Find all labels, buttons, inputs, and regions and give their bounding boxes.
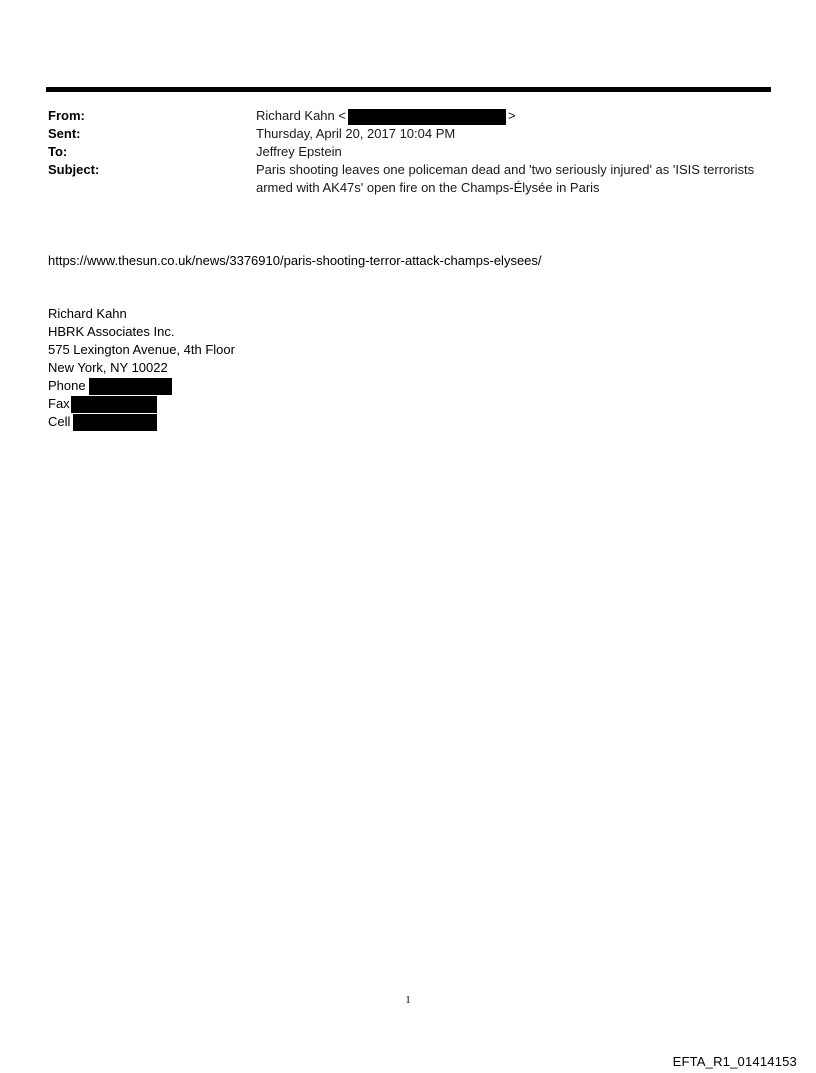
sent-value: Thursday, April 20, 2017 10:04 PM xyxy=(256,126,456,141)
redacted-phone xyxy=(89,378,172,395)
fax-label: Fax xyxy=(48,396,70,411)
sent-label: Sent: xyxy=(48,126,81,141)
subject-row xyxy=(48,161,773,197)
article-link[interactable]: https://www.thesun.co.uk/news/3376910/paris-shooting-terror-attack-champs-elysees/ xyxy=(48,253,542,268)
document-id: EFTA_R1_01414153 xyxy=(672,1054,797,1069)
sent-row xyxy=(48,125,773,143)
sig-address-2: New York, NY 10022 xyxy=(48,360,168,375)
sig-company: HBRK Associates Inc. xyxy=(48,324,175,339)
page-number: 1 xyxy=(405,994,411,1006)
from-label: From: xyxy=(48,108,85,123)
sig-fax xyxy=(48,395,235,413)
redacted-cell xyxy=(73,414,157,431)
from-suffix: > xyxy=(507,108,516,123)
from-name: Richard Kahn < xyxy=(256,108,346,123)
redacted-fax xyxy=(71,396,157,413)
from-value xyxy=(256,107,773,125)
header-divider xyxy=(46,87,771,92)
sig-name: Richard Kahn xyxy=(48,306,127,321)
sig-cell xyxy=(48,413,235,431)
to-row xyxy=(48,143,773,161)
email-header xyxy=(48,107,773,197)
subject-line-2: armed with AK47s' open fire on the Champs-Élysée in Paris xyxy=(256,180,600,195)
subject-line-1: Paris shooting leaves one policeman dead and 'two seriously injured' as 'ISIS terrorists xyxy=(256,162,755,177)
cell-label: Cell xyxy=(48,414,71,429)
from-row xyxy=(48,107,773,125)
signature-block xyxy=(48,305,235,431)
subject-value xyxy=(256,161,773,197)
redacted-email xyxy=(348,109,506,125)
subject-label: Subject: xyxy=(48,162,100,177)
sig-phone xyxy=(48,377,235,395)
sig-address-1: 575 Lexington Avenue, 4th Floor xyxy=(48,342,235,357)
to-label: To: xyxy=(48,144,68,159)
to-value: Jeffrey Epstein xyxy=(256,144,342,159)
phone-label: Phone xyxy=(48,378,86,393)
